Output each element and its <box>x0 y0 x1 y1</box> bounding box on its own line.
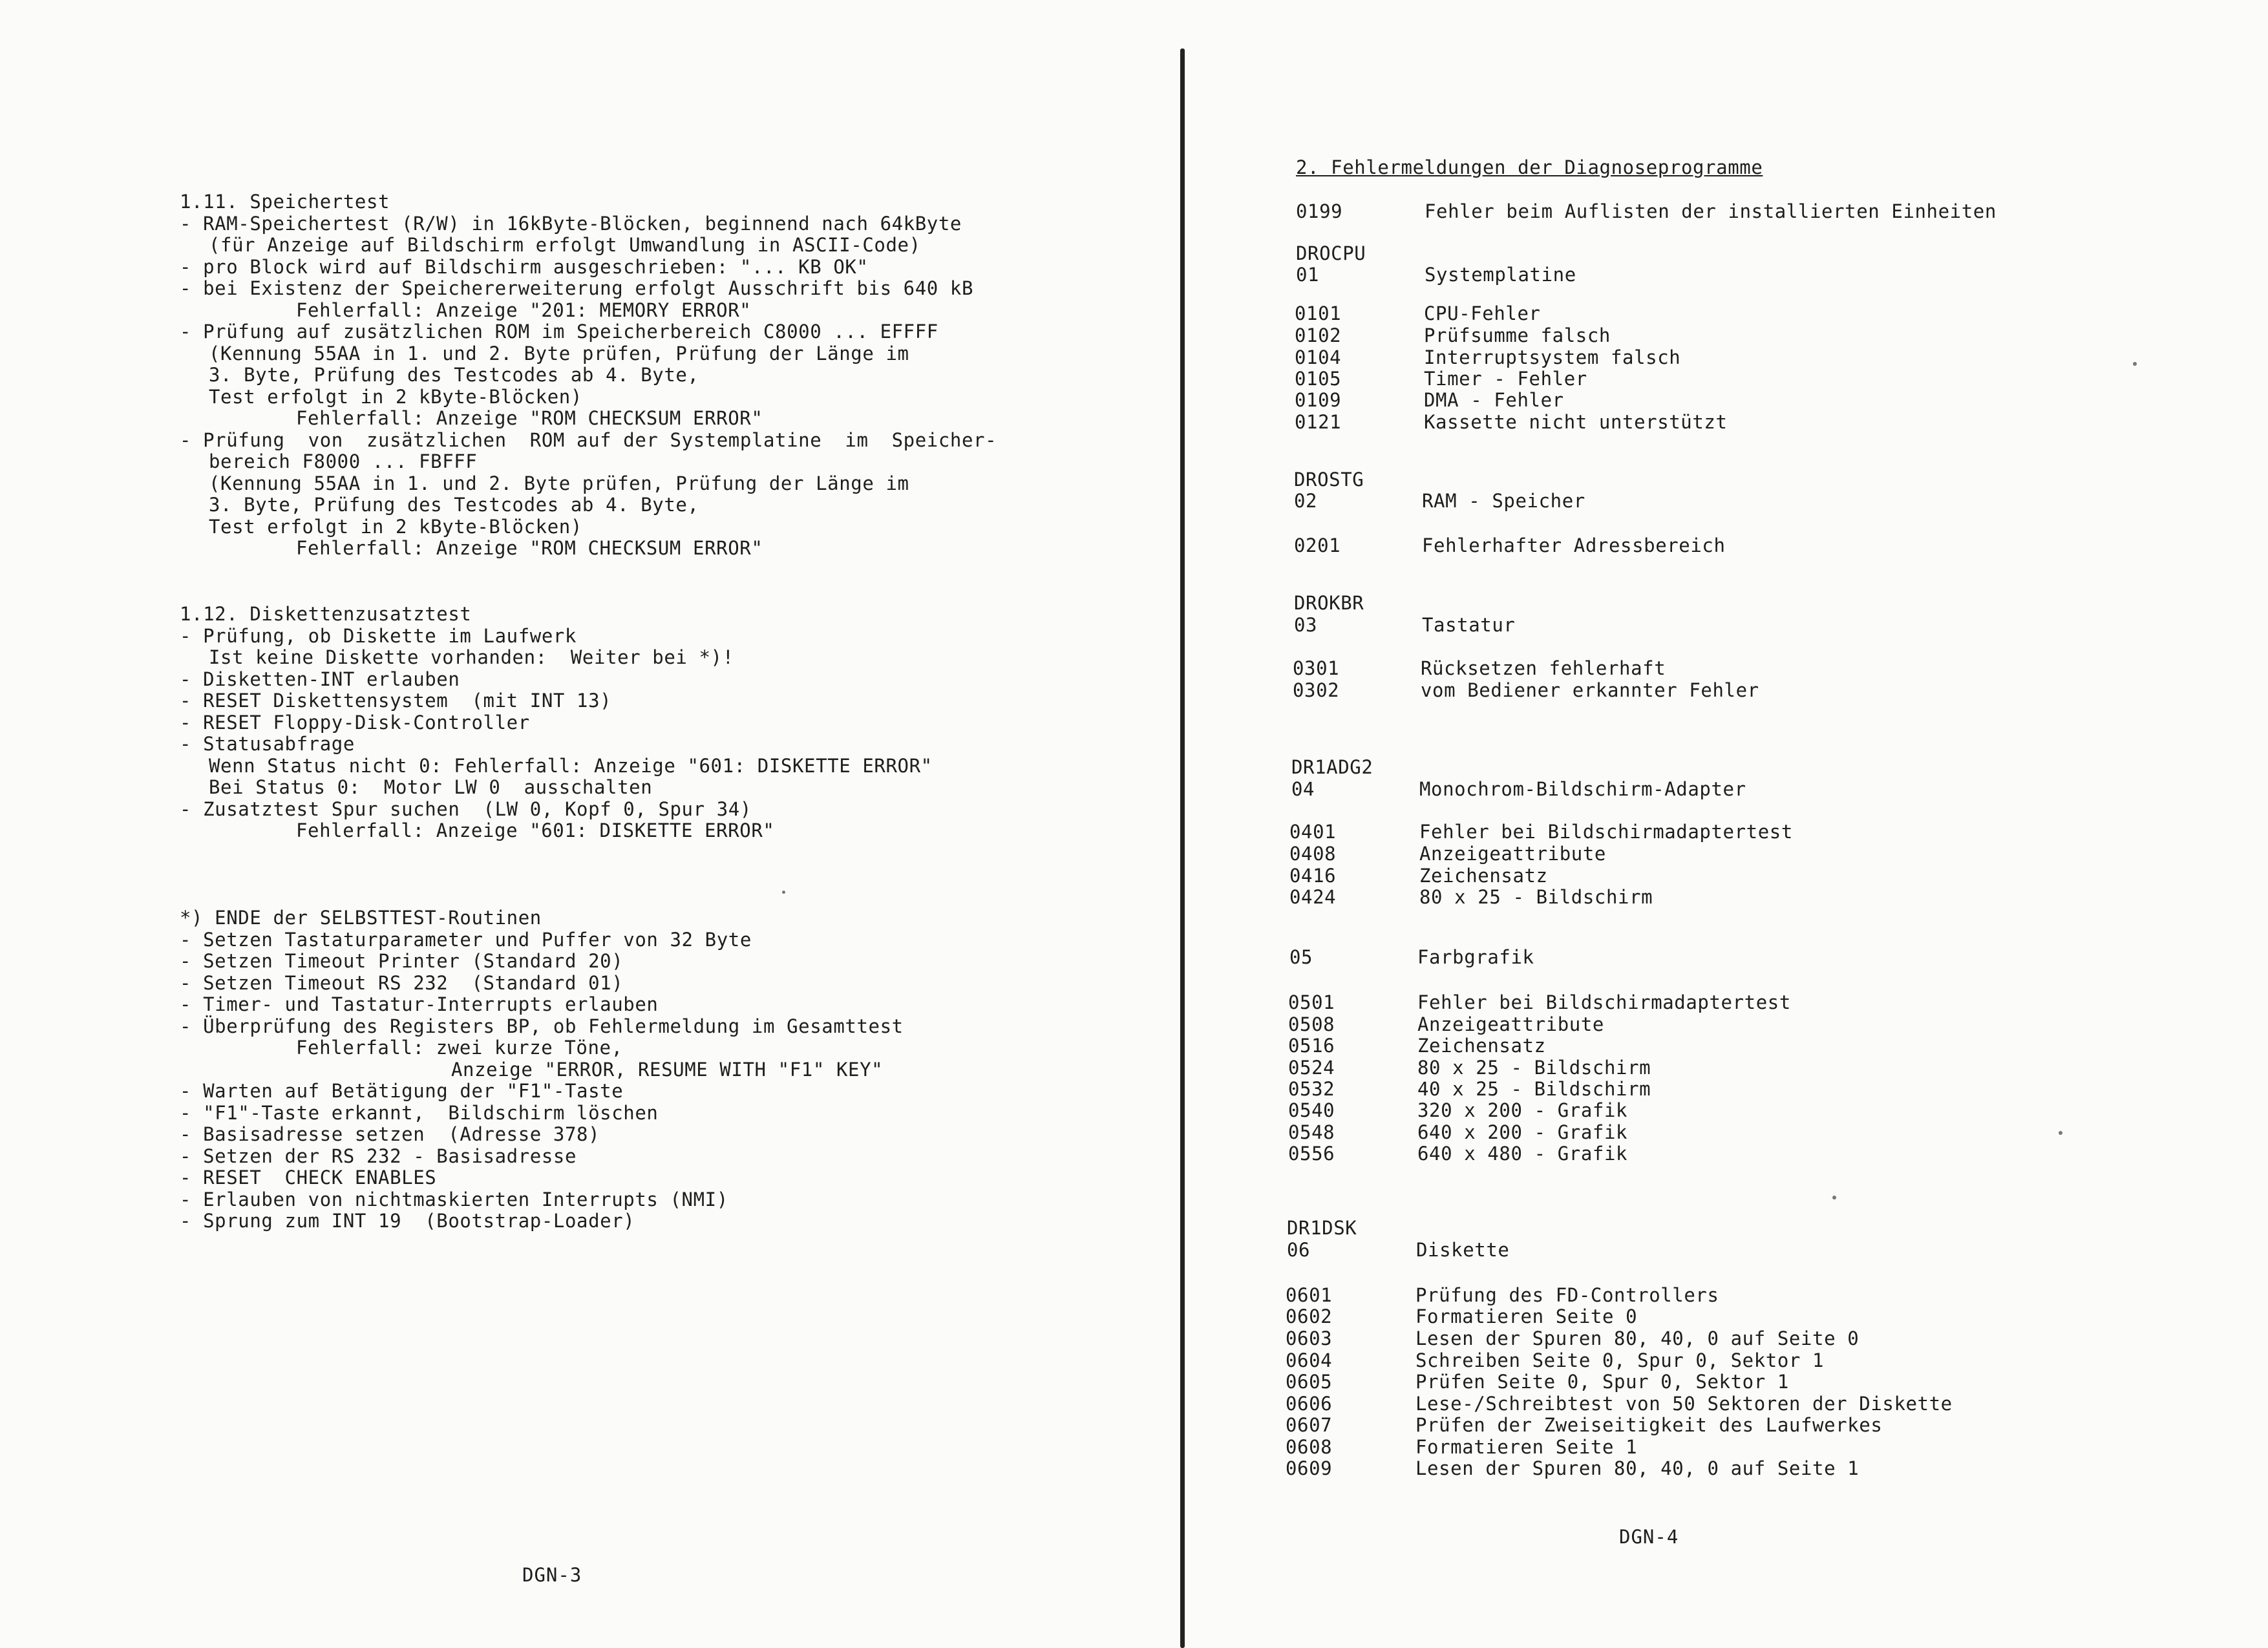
error-description: Prüfen der Zweiseitigkeit des Laufwerkes <box>1415 1414 1883 1436</box>
error-code: 0109 <box>1295 389 1342 411</box>
error-description: Formatieren Seite 1 <box>1415 1436 1638 1458</box>
book-spine <box>1180 48 1185 1648</box>
text-line: - Basisadresse setzen (Adresse 378) <box>180 1123 600 1145</box>
text-line: - Zusatztest Spur suchen (LW 0, Kopf 0, Spur 34) <box>180 798 752 820</box>
error-code: DROKBR <box>1294 592 1364 614</box>
error-description: 640 x 480 - Grafik <box>1417 1143 1628 1165</box>
text-line: Anzeige "ERROR, RESUME WITH "F1" KEY" <box>451 1058 884 1081</box>
error-description: Interruptsystem falsch <box>1424 346 1681 368</box>
error-code: 0609 <box>1286 1457 1333 1479</box>
text-line: bereich F8000 ... FBFFF <box>209 450 478 472</box>
error-code: 0601 <box>1286 1284 1333 1306</box>
text-line: Fehlerfall: Anzeige "ROM CHECKSUM ERROR" <box>296 407 763 429</box>
error-code: 06 <box>1287 1239 1311 1261</box>
scan-speck <box>1832 1196 1836 1199</box>
error-description: Lese-/Schreibtest von 50 Sektoren der Diskette <box>1415 1393 1953 1415</box>
error-code: 0408 <box>1289 843 1337 865</box>
error-code: 03 <box>1294 614 1318 636</box>
text-line: - bei Existenz der Speichererweiterung erfolgt Ausschrift bis 640 kB <box>180 277 974 299</box>
text-line: 3. Byte, Prüfung des Testcodes ab 4. Byte, <box>209 494 699 516</box>
text-line: - Prüfung, ob Diskette im Laufwerk <box>180 624 577 647</box>
error-code: 01 <box>1296 264 1320 286</box>
error-code: 0104 <box>1295 346 1342 368</box>
error-description: Anzeigeattribute <box>1417 1013 1604 1035</box>
scan-speck <box>2133 362 2137 366</box>
text-line: - RESET CHECK ENABLES <box>180 1167 437 1188</box>
error-description: Lesen der Spuren 80, 40, 0 auf Seite 0 <box>1415 1327 1860 1349</box>
text-line: Test erfolgt in 2 kByte-Blöcken) <box>209 385 582 408</box>
error-code: DR1DSK <box>1287 1217 1357 1239</box>
error-description: 320 x 200 - Grafik <box>1417 1099 1628 1121</box>
error-description: Monochrom-Bildschirm-Adapter <box>1419 778 1746 800</box>
error-code: 0101 <box>1295 302 1342 324</box>
scan-speck <box>2059 1131 2062 1135</box>
text-line: - Prüfung auf zusätzlichen ROM im Speicherbereich C8000 ... EFFFF <box>180 321 938 343</box>
text-line: - Prüfung von zusätzlichen ROM auf der Systemplatine im Speicher- <box>180 428 997 451</box>
error-description: Fehler beim Auflisten der installierten Einheiten <box>1425 200 1997 222</box>
text-line: - Disketten-INT erlauben <box>180 668 460 690</box>
text-line: - RAM-Speichertest (R/W) in 16kByte-Blöcken, beginnend nach 64kByte <box>180 212 962 235</box>
text-line: Fehlerfall: Anzeige "201: MEMORY ERROR" <box>296 299 752 321</box>
text-line: - Statusabfrage <box>180 733 355 755</box>
error-code: 0603 <box>1286 1327 1333 1349</box>
error-code: 0199 <box>1296 200 1343 222</box>
text-line: - RESET Floppy-Disk-Controller <box>180 711 530 734</box>
text-line: (Kennung 55AA in 1. und 2. Byte prüfen, Prüfung der Länge im <box>209 472 909 494</box>
error-code: 0540 <box>1288 1099 1335 1121</box>
error-description: Lesen der Spuren 80, 40, 0 auf Seite 1 <box>1415 1457 1860 1479</box>
error-code: 0607 <box>1286 1414 1333 1436</box>
error-description: Tastatur <box>1422 614 1516 636</box>
text-line: - Sprung zum INT 19 (Bootstrap-Loader) <box>180 1210 635 1232</box>
error-code: 0524 <box>1288 1057 1335 1079</box>
error-description: vom Bediener erkannter Fehler <box>1421 679 1759 701</box>
error-code: 0201 <box>1294 534 1341 556</box>
error-code: 0605 <box>1286 1371 1333 1393</box>
error-code: 0121 <box>1295 411 1342 433</box>
error-description: 80 x 25 - Bildschirm <box>1419 886 1653 908</box>
error-code: 0556 <box>1288 1143 1335 1165</box>
error-description: Kassette nicht unterstützt <box>1424 411 1728 433</box>
error-code: 0301 <box>1293 657 1340 679</box>
error-description: Diskette <box>1416 1239 1510 1261</box>
error-description: Timer - Fehler <box>1424 368 1587 390</box>
text-line: 1.12. Diskettenzusatztest <box>180 603 472 625</box>
text-line: (für Anzeige auf Bildschirm erfolgt Umwandlung in ASCII-Code) <box>209 234 921 256</box>
text-line: - Setzen der RS 232 - Basisadresse <box>180 1145 577 1167</box>
text-line: Fehlerfall: Anzeige "601: DISKETTE ERROR" <box>296 819 775 841</box>
error-code: 0508 <box>1288 1013 1335 1035</box>
error-code: 0604 <box>1286 1349 1333 1371</box>
text-line: - Setzen Timeout Printer (Standard 20) <box>180 950 624 972</box>
error-code: DROCPU <box>1296 242 1366 264</box>
text-line: Wenn Status nicht 0: Fehlerfall: Anzeige "601: DISKETTE ERROR" <box>209 754 933 777</box>
text-line: - Setzen Tastaturparameter und Puffer von 32 Byte <box>180 928 752 951</box>
error-description: 80 x 25 - Bildschirm <box>1417 1057 1651 1079</box>
text-line: (Kennung 55AA in 1. und 2. Byte prüfen, Prüfung der Länge im <box>209 342 909 364</box>
error-description: Systemplatine <box>1425 264 1576 286</box>
error-code: 0416 <box>1289 865 1337 887</box>
error-code: 0608 <box>1286 1436 1333 1458</box>
error-description: Prüfsumme falsch <box>1424 324 1611 346</box>
text-line: - Warten auf Betätigung der "F1"-Taste <box>180 1080 624 1102</box>
error-description: Farbgrafik <box>1417 946 1534 968</box>
page-title-right: 2. Fehlermeldungen der Diagnoseprogramme <box>1296 156 1763 178</box>
page-number-left: DGN-3 <box>522 1564 582 1586</box>
text-line: Bei Status 0: Motor LW 0 ausschalten <box>209 776 653 798</box>
error-code: 0102 <box>1295 324 1342 346</box>
page-number-right: DGN-4 <box>1619 1526 1679 1548</box>
error-code: 0424 <box>1289 886 1337 908</box>
text-line: - Erlauben von nichtmaskierten Interrupts (NMI) <box>180 1188 728 1210</box>
error-description: Rücksetzen fehlerhaft <box>1421 657 1666 679</box>
error-description: 40 x 25 - Bildschirm <box>1417 1078 1651 1100</box>
error-code: 0602 <box>1286 1305 1333 1327</box>
error-code: 0532 <box>1288 1078 1335 1100</box>
error-code: 04 <box>1291 778 1315 800</box>
text-line: - Timer- und Tastatur-Interrupts erlauben <box>180 993 659 1015</box>
error-code: DR1ADG2 <box>1291 756 1373 778</box>
text-line: Test erfolgt in 2 kByte-Blöcken) <box>209 515 582 538</box>
error-description: Prüfen Seite 0, Spur 0, Sektor 1 <box>1415 1371 1789 1393</box>
text-line: 3. Byte, Prüfung des Testcodes ab 4. Byte, <box>209 364 699 386</box>
error-code: 02 <box>1294 490 1318 512</box>
text-line: Fehlerfall: zwei kurze Töne, <box>296 1037 623 1059</box>
text-line: - Setzen Timeout RS 232 (Standard 01) <box>180 971 624 994</box>
text-line: *) ENDE der SELBSTTEST-Routinen <box>180 907 542 929</box>
error-description: Anzeigeattribute <box>1419 843 1606 865</box>
error-description: Formatieren Seite 0 <box>1415 1305 1638 1327</box>
section-speichertest <box>180 191 997 560</box>
error-description: Zeichensatz <box>1419 865 1548 887</box>
error-code: 0606 <box>1286 1393 1333 1415</box>
error-code: DROSTG <box>1294 469 1364 491</box>
text-line: Ist keine Diskette vorhanden: Weiter bei *)! <box>209 646 734 668</box>
text-line: - RESET Diskettensystem (mit INT 13) <box>180 690 612 712</box>
error-description: Fehler bei Bildschirmadaptertest <box>1417 991 1791 1013</box>
section-selbsttest-ende <box>180 907 904 1232</box>
error-code: 0105 <box>1295 368 1342 390</box>
error-description: 640 x 200 - Grafik <box>1417 1121 1628 1143</box>
error-code: 0516 <box>1288 1035 1335 1057</box>
error-code: 0501 <box>1288 991 1335 1013</box>
error-description: Zeichensatz <box>1417 1035 1546 1057</box>
text-line: 1.11. Speichertest <box>180 191 390 213</box>
text-line: - Überprüfung des Registers BP, ob Fehlermeldung im Gesamttest <box>180 1015 904 1037</box>
section-diskettenzusatztest <box>180 604 933 842</box>
error-description: RAM - Speicher <box>1422 490 1585 512</box>
scan-speck <box>782 891 785 894</box>
error-description: Schreiben Seite 0, Spur 0, Sektor 1 <box>1415 1349 1825 1371</box>
error-description: CPU-Fehler <box>1424 302 1541 324</box>
error-description: DMA - Fehler <box>1424 389 1564 411</box>
text-line: - "F1"-Taste erkannt, Bildschirm löschen <box>180 1101 659 1124</box>
error-code: 0302 <box>1293 679 1340 701</box>
error-code: 0548 <box>1288 1121 1335 1143</box>
error-description: Prüfung des FD-Controllers <box>1415 1284 1719 1306</box>
error-code: 0401 <box>1289 821 1337 843</box>
error-description: Fehlerhafter Adressbereich <box>1422 534 1726 556</box>
text-line: Fehlerfall: Anzeige "ROM CHECKSUM ERROR" <box>296 537 763 559</box>
error-code: 05 <box>1289 946 1313 968</box>
text-line: - pro Block wird auf Bildschirm ausgeschrieben: "... KB OK" <box>180 255 869 278</box>
error-description: Fehler bei Bildschirmadaptertest <box>1419 821 1793 843</box>
